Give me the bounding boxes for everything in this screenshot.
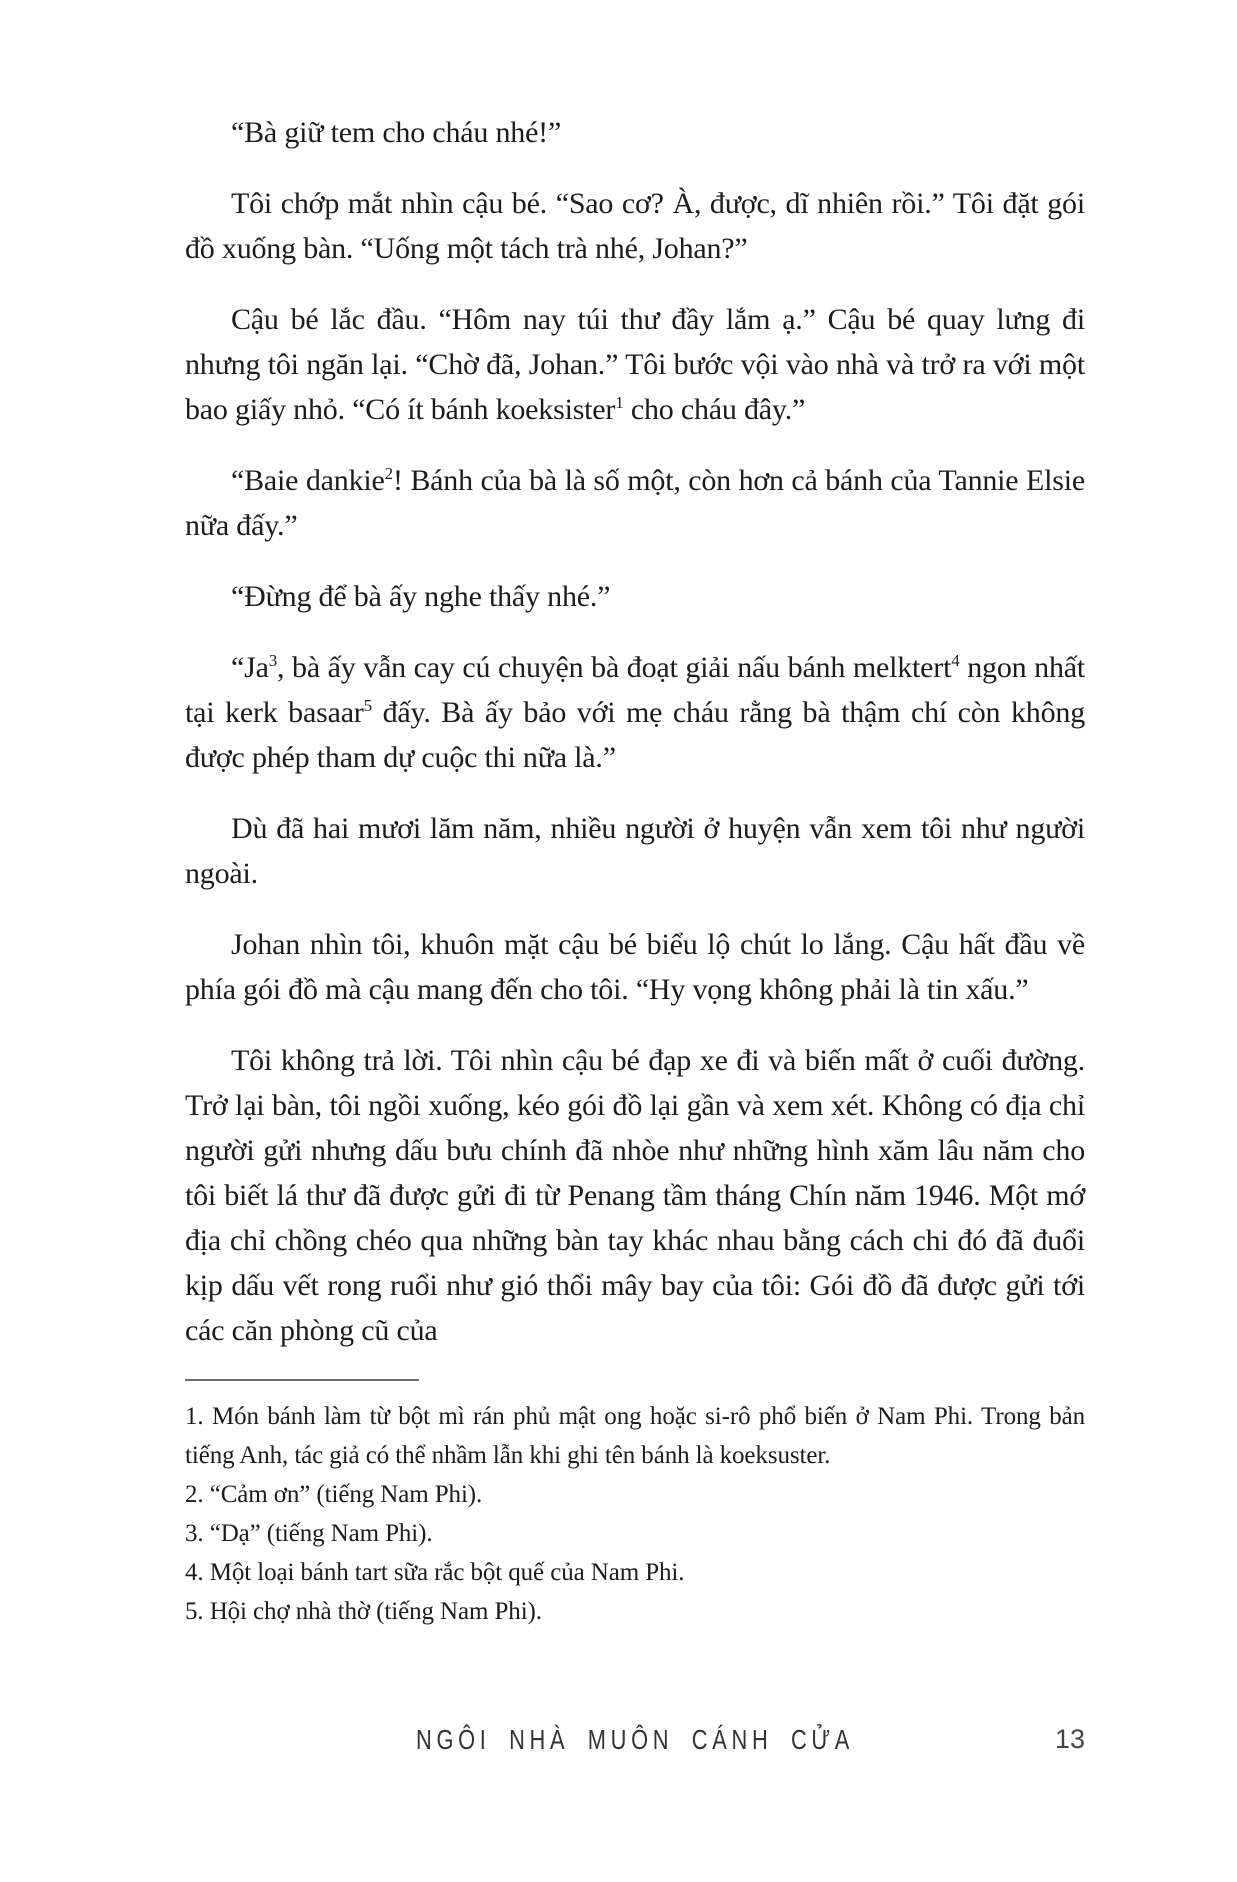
body-paragraph: Cậu bé lắc đầu. “Hôm nay túi thư đầy lắm ạ.” Cậu bé quay lưng đi nhưng tôi ngăn lại. “Chờ đã, Johan.” Tôi bước vội vào nhà và trở ra với một bao giấy nhỏ. “Có ít bánh koeksister$^1$ cho cháu đây.” bbox=[185, 303, 1085, 426]
footnotes-list bbox=[185, 1397, 1085, 1631]
body-paragraph: Johan nhìn tôi, khuôn mặt cậu bé biểu lộ chút lo lắng. Cậu hất đầu về phía gói đồ mà cậu mang đến cho tôi. “Hy vọng không phải là tin xấu.” bbox=[185, 928, 1085, 1006]
page-footer bbox=[185, 1720, 1085, 1764]
footnote-marker: 4 bbox=[951, 651, 960, 670]
footnote: 3. “Dạ” (tiếng Nam Phi). bbox=[185, 1520, 433, 1547]
body-paragraph: Tôi chớp mắt nhìn cậu bé. “Sao cơ? À, được, dĩ nhiên rồi.” Tôi đặt gói đồ xuống bàn. “Uống một tách trà nhé, Johan?” bbox=[185, 187, 1085, 265]
body-paragraph: Tôi không trả lời. Tôi nhìn cậu bé đạp xe đi và biến mất ở cuối đường. Trở lại bàn, tôi ngồi xuống, kéo gói đồ lại gần và xem xét. Không có địa chỉ người gửi nhưng dấu bưu chính đã nhòe như những hình xăm lâu năm cho tôi biết lá thư đã được gửi đi từ Penang tầm tháng Chín năm 1946. Một mớ địa chỉ chồng chéo qua những bàn tay khác nhau bằng cách chi đó đã đuổi kịp dấu vết rong ruổi như gió thổi mây bay của tôi: Gói đồ đã được gửi tới các căn phòng cũ của bbox=[185, 1044, 1085, 1347]
footnote: 2. “Cảm ơn” (tiếng Nam Phi). bbox=[185, 1481, 483, 1508]
body-paragraph: “Đừng để bà ấy nghe thấy nhé.” bbox=[231, 580, 611, 613]
body-paragraph: Dù đã hai mươi lăm năm, nhiều người ở huyện vẫn xem tôi như người ngoài. bbox=[185, 812, 1085, 890]
footnote-separator bbox=[185, 1379, 419, 1381]
body-paragraph: “Baie dankie$^2$! Bánh của bà là số một, còn hơn cả bánh của Tannie Elsie nữa đấy.” bbox=[185, 464, 1085, 542]
footnote: 5. Hội chợ nhà thờ (tiếng Nam Phi). bbox=[185, 1598, 542, 1625]
footnote-marker: 2 bbox=[384, 464, 393, 483]
footnote: 4. Một loại bánh tart sữa rắc bột quế của Nam Phi. bbox=[185, 1559, 685, 1586]
footnote-marker: 3 bbox=[268, 651, 278, 670]
footnote: 1. Món bánh làm từ bột mì rán phủ mật ong hoặc si-rô phổ biến ở Nam Phi. Trong bản tiếng Anh, tác giả có thể nhầm lẫn khi ghi tên bánh là koeksuster. bbox=[185, 1403, 1085, 1469]
page-number: 13 bbox=[1054, 1724, 1085, 1754]
body-paragraph: “Bà giữ tem cho cháu nhé!” bbox=[231, 116, 562, 149]
footnote-marker: 1 bbox=[615, 393, 624, 412]
body-paragraph: “Ja$^3$, bà ấy vẫn cay cú chuyện bà đoạt giải nấu bánh melktert$^4$ ngon nhất tại kerk basaar$^5$ đấy. Bà ấy bảo với mẹ cháu rằng bà thậm chí còn không được phép tham dự cuộc thi nữa là.” bbox=[185, 651, 1086, 774]
footnote-marker: 5 bbox=[363, 696, 372, 715]
running-title: NGÔI NHÀ MUÔN CÁNH CỬA bbox=[416, 1724, 854, 1755]
page-content bbox=[185, 110, 1085, 1631]
body-text bbox=[185, 110, 1085, 1353]
